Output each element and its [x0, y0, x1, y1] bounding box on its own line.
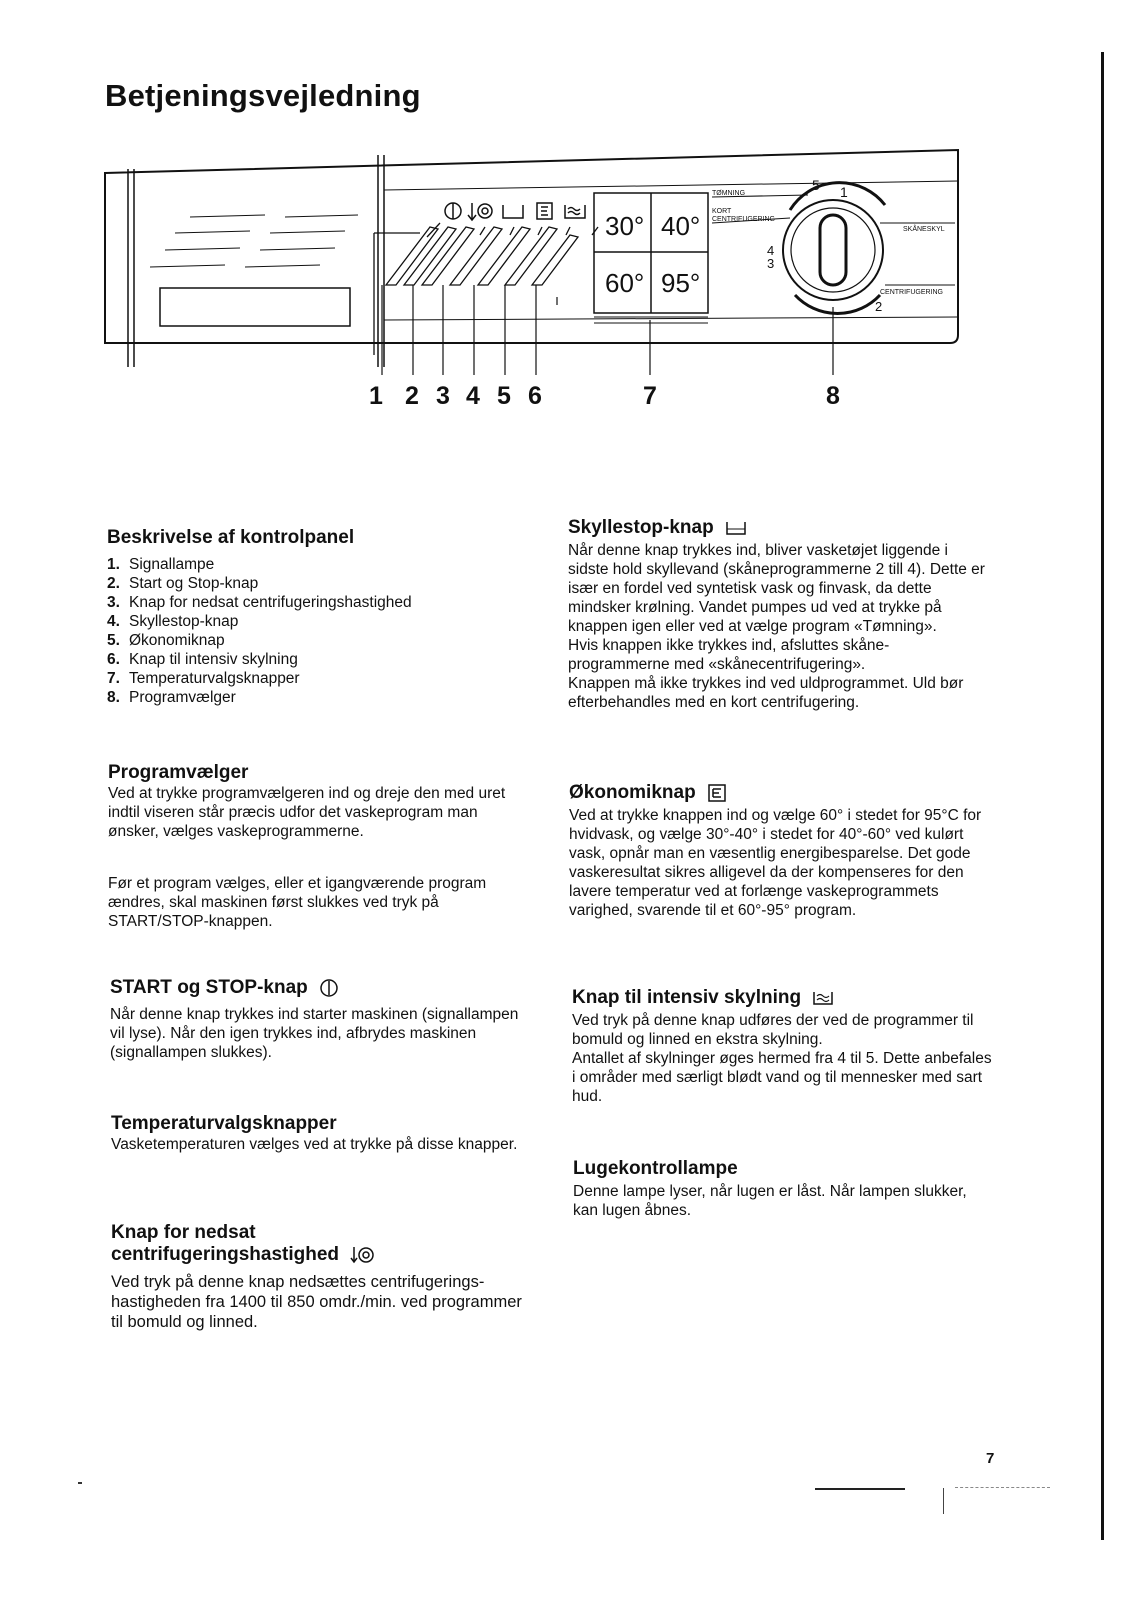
callout-8: 8 [826, 382, 840, 410]
intensive-rinse-icon [812, 989, 834, 1007]
section-temperatur [111, 1113, 531, 1154]
section-skyllestop [568, 517, 988, 712]
list-item: 1. Signallampe [107, 556, 215, 573]
reduced-spin-icon [350, 1245, 376, 1265]
lugekontrol-text: Denne lampe lyser, når lugen er låst. Når lampen slukker, kan lugen åbnes. [573, 1183, 967, 1219]
list-item: 5. Økonomiknap [107, 632, 225, 649]
list-item: 2. Start og Stop-knap [107, 575, 259, 592]
margin-rule [1101, 52, 1104, 1540]
temp-60: 60° [605, 268, 645, 298]
list-item: 7. Temperaturvalgsknapper [107, 670, 300, 687]
nedsat-heading-1: Knap for nedsat [111, 1222, 256, 1243]
section-programvaelger [108, 762, 528, 931]
callout-1: 1 [369, 382, 383, 410]
control-panel-diagram [100, 145, 970, 375]
dial-num-3: 3 [767, 256, 775, 271]
callout-2: 2 [405, 382, 419, 410]
okonomi-heading: Økonomiknap [569, 782, 989, 804]
section-intensiv [572, 987, 992, 1106]
skyllestop-text-2: Hvis knappen ikke trykkes ind, afsluttes skåne-programmerne med «skånecentrifugering». [568, 637, 890, 673]
callout-5: 5 [497, 382, 511, 410]
temp-95: 95° [661, 268, 701, 298]
nedsat-heading-2: centrifugeringshastighed [111, 1244, 531, 1266]
callout-4: 4 [466, 382, 480, 410]
footer-dashed-rule [955, 1487, 1050, 1488]
nedsat-text: Ved tryk på denne knap nedsættes centrifugerings-hastigheden fra 1400 til 850 omdr./min. ved programmer til bomuld og linned. [111, 1273, 522, 1331]
dial-num-1: 1 [840, 184, 848, 200]
footer-tick [943, 1488, 944, 1514]
control-list [107, 555, 527, 707]
lugekontrol-heading: Lugekontrollampe [573, 1158, 738, 1179]
startstop-heading: START og STOP-knap [110, 977, 530, 999]
programvaelger-text-2: Før et program vælges, eller et igangværende program ændres, skal maskinen først slukkes ved tryk på START/STOP-knappen. [108, 875, 487, 930]
dial-label-centrifugering: CENTRIFUGERING [880, 289, 943, 296]
page-title: Betjeningsvejledning [105, 78, 421, 113]
skyllestop-text-3: Knappen må ikke trykkes ind ved uldprogrammet. Uld bør efterbehandles med en kort centrifugering. [568, 675, 964, 711]
temperatur-heading: Temperaturvalgsknapper [111, 1113, 337, 1134]
scan-mark [78, 1482, 82, 1484]
list-item: 3. Knap for nedsat centrifugeringshastighed [107, 594, 412, 611]
dial-num-5: 5 [812, 177, 820, 193]
temp-30: 30° [605, 211, 645, 241]
temp-40: 40° [661, 211, 701, 241]
footer-rule [815, 1488, 905, 1490]
skyllestop-text-1: Når denne knap trykkes ind, bliver vasketøjet liggende i sidste hold skyllevand (skåneprogrammerne 2 till 4). Dette er især en fordel ved syntetisk vask og finvask, da dette mindsker krølning. Vandet pumpes ud ved at trykke på knappen igen eller ved at vælge program «Tømning». [568, 542, 985, 635]
list-item: 6. Knap til intensiv skylning [107, 651, 298, 668]
skyllestop-heading: Skyllestop-knap [568, 517, 988, 539]
section-nedsat [111, 1222, 531, 1332]
intensiv-text-2: Antallet af skylninger øges hermed fra 4 til 5. Dette anbefales i områder med særligt blødt vand og til mennesker med sart hud. [572, 1050, 992, 1105]
dial-label-kort: KORT [712, 208, 732, 215]
section-lugekontrol [573, 1158, 993, 1220]
power-icon [319, 978, 339, 998]
section-okonomi [569, 782, 989, 920]
list-item: 8. Programvælger [107, 689, 236, 706]
dial-label-kort-centrifugering: CENTRIFUGERING [712, 216, 775, 223]
temperatur-text: Vasketemperaturen vælges ved at trykke på disse knapper. [111, 1136, 518, 1153]
dial-label-skaneskyl: SKÅNESKYL [903, 226, 945, 233]
dial-label-tomning: TØMNING [712, 190, 746, 197]
economy-icon [707, 783, 727, 803]
rinse-hold-icon [725, 519, 747, 537]
callout-6: 6 [528, 382, 542, 410]
programvaelger-heading: Programvælger [108, 762, 249, 783]
intensiv-text-1: Ved tryk på denne knap udføres der ved de programmer til bomuld og linned en ekstra skylning. [572, 1012, 974, 1048]
callout-7: 7 [643, 382, 657, 410]
startstop-text: Når denne knap trykkes ind starter maskinen (signallampen vil lyse). Når den igen trykkes ind, afbrydes maskinen (signallampen slukkes). [110, 1006, 519, 1061]
section-beskrivelse [107, 527, 527, 707]
list-item: 4. Skyllestop-knap [107, 613, 239, 630]
dial-num-4: 4 [767, 243, 775, 258]
programvaelger-text-1: Ved at trykke programvælgeren ind og dreje den med uret indtil viseren står præcis udfor det vaskeprogram man ønsker, vælges vaskeprogrammerne. [108, 785, 506, 840]
callout-3: 3 [436, 382, 450, 410]
okonomi-text: Ved at trykke knappen ind og vælge 60° i stedet for 95°C for hvidvask, og vælge 30°-40° i stedet for 40°-60° ved kulørt vask, opnår man en væsentlig energibesparelse. Det gode vaskeresultat sikres alligevel da der kompenseres for den lavere temperatur ved at forlænge vaskeprogrammets varighed, svarende til et 60°-95° program. [569, 807, 982, 919]
section-startstop [110, 977, 530, 1062]
page-number: 7 [986, 1450, 995, 1467]
beskrivelse-heading: Beskrivelse af kontrolpanel [107, 527, 355, 548]
intensiv-heading: Knap til intensiv skylning [572, 987, 992, 1009]
dial-num-2: 2 [875, 299, 883, 314]
